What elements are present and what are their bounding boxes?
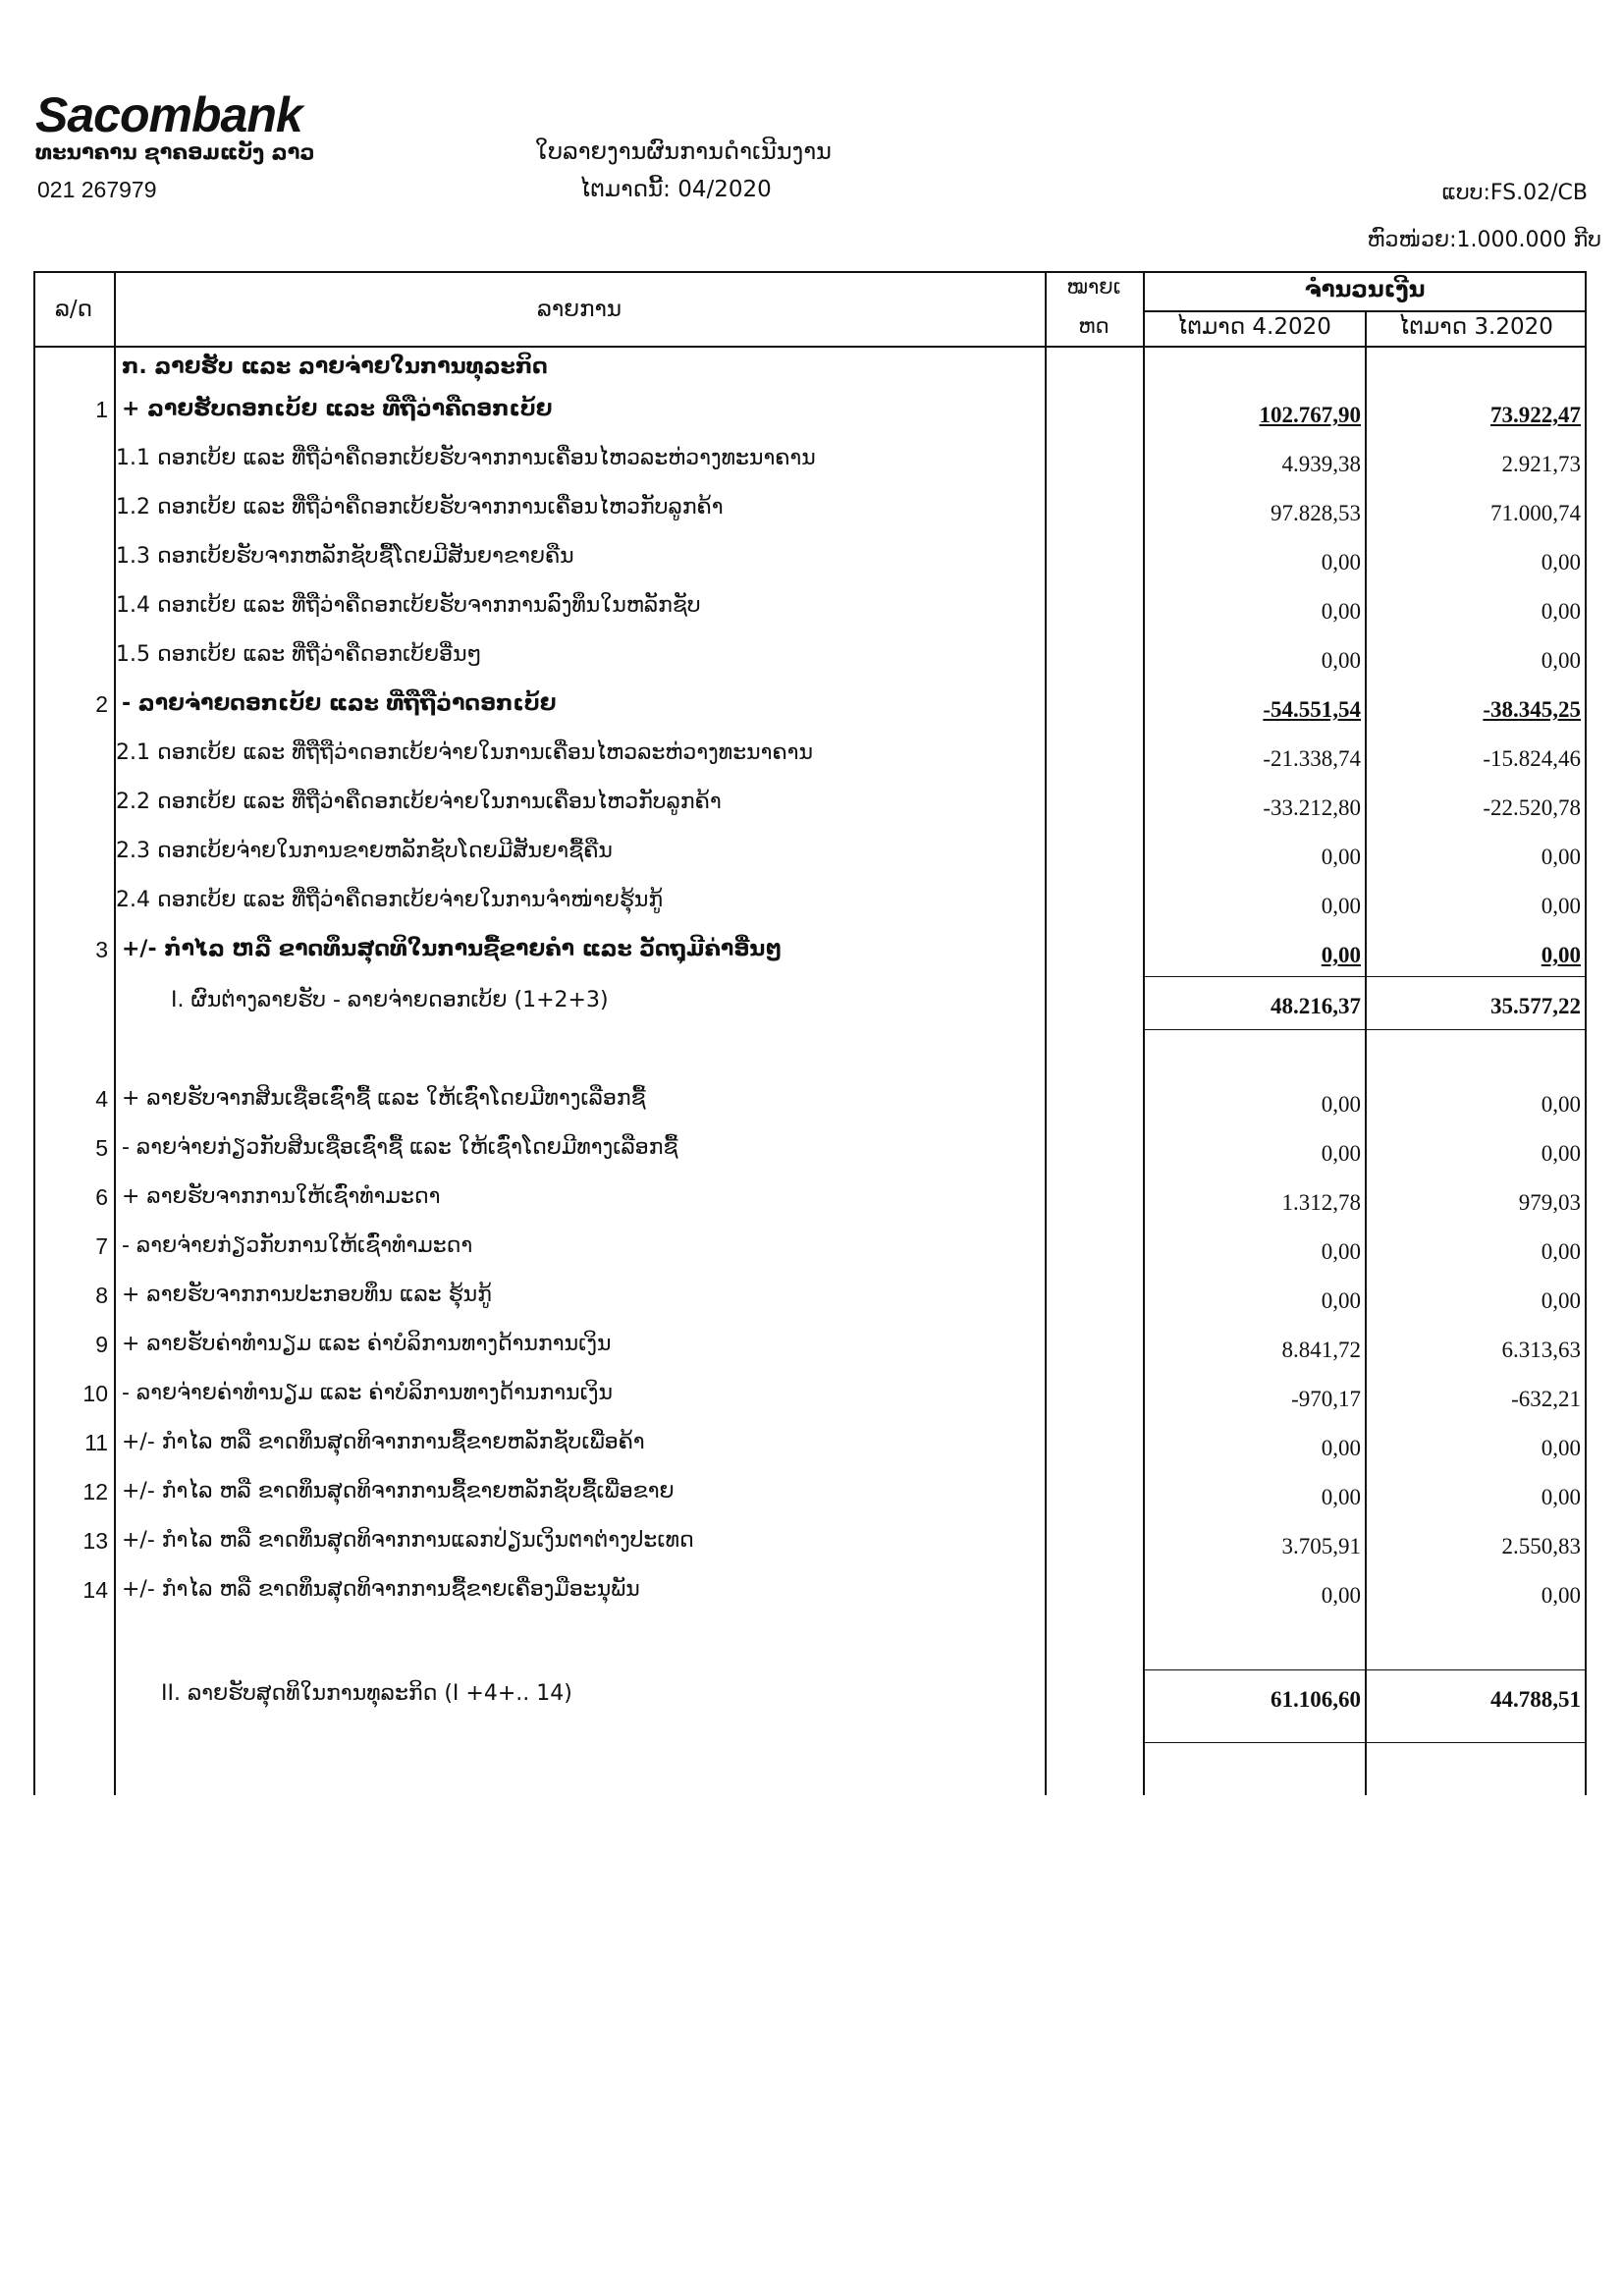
row-label: + ລາຍຮັບຈາກການໃຫ້ເຊົ່າທຳມະດາ [122, 1184, 441, 1209]
currency-unit: ຫົວໜ່ວຍ:1.000.000 ກີບ [1367, 228, 1601, 252]
subtotal-row-1 [33, 976, 1587, 1025]
row-number: 2 [95, 691, 108, 717]
row-label: 2.1 ດອກເບ້ຍ ແລະ ທີ່ຖືຖືວ່າດອກເບ້ຍຈ່າຍໃນການເຄື່ອນໄຫວລະຫ່ວາງທະນາຄານ [116, 740, 813, 765]
table-row [33, 1271, 1587, 1320]
table-row [33, 1516, 1587, 1565]
row-value-q3: -15.824,46 [1483, 746, 1581, 771]
table-row [33, 385, 1587, 434]
row-value-q4: -54.551,54 [1263, 697, 1361, 722]
table-row [33, 876, 1587, 925]
row-value-q4: 0,00 [1321, 550, 1361, 574]
row-label: +/- ກຳໄລ ຫລື ຂາດທຶນສຸດທິໃນການຊື້ຂາຍຄຳ ແລະ ວັດຖຸມີຄ່າອື່ນໆ [122, 937, 783, 961]
row-label: + ລາຍຮັບດອກເບ້ຍ ແລະ ທີ່ຖືວ່າຄືດອກເບ້ຍ [122, 397, 553, 421]
col-header-note-2: ຫດ [1078, 314, 1109, 338]
row-number: 1 [95, 397, 108, 422]
row-value-q4: 1.312,78 [1281, 1190, 1361, 1215]
col-header-item: ລາຍການ [536, 297, 622, 322]
row-number: 7 [95, 1233, 108, 1259]
row-label: +/- ກຳໄລ ຫລື ຂາດທຶນສຸດທິຈາກການຊື້ຂາຍເຄື່ອງມືອະນຸພັນ [122, 1577, 640, 1602]
row-value-q3: 2.921,73 [1501, 452, 1581, 476]
row-number: 10 [82, 1381, 108, 1406]
row-label: - ລາຍຈ່າຍກ່ຽວກັບສິນເຊື່ອເຊົ່າຊື້ ແລະ ໃຫ້ເຊົ່າໂດຍມີທາງເລືອກຊື້ [122, 1135, 678, 1160]
row-value-q4: 0,00 [1321, 845, 1361, 869]
row-label: +/- ກຳໄລ ຫລື ຂາດທຶນສຸດທິຈາກການແລກປ່ຽນເງິນຕາຕ່າງປະເທດ [122, 1528, 694, 1553]
row-label: + ລາຍຮັບຄ່າທຳນຽມ ແລະ ຄ່າບໍລິການທາງດ້ານການເງິນ [122, 1332, 612, 1356]
row-value-q4: 0,00 [1321, 943, 1361, 967]
row-value-q3: 0,00 [1541, 550, 1581, 574]
row-value-q3: 0,00 [1541, 1288, 1581, 1313]
table-row [33, 1222, 1587, 1271]
row-value-q3: 2.550,83 [1501, 1534, 1581, 1558]
report-period: ໄຕມາດນີ້: 04/2020 [579, 177, 772, 202]
table-row [33, 778, 1587, 827]
row-label: 1.1 ດອກເບ້ຍ ແລະ ທີ່ຖືວ່າຄືດອກເບ້ຍຮັບຈາກການເຄື່ອນໄຫວລະຫ່ວາງທະນາຄານ [116, 446, 816, 470]
bank-phone: 021 267979 [37, 177, 157, 202]
row-label: II. ລາຍຮັບສຸດທິໃນການທຸລະກິດ (I +4+.. 14) [161, 1681, 572, 1706]
col-header-q4: ໄຕມາດ 4.2020 [1176, 314, 1331, 340]
table-row [33, 729, 1587, 778]
row-value-q3: 71.000,74 [1490, 501, 1581, 525]
row-value-q3: 0,00 [1541, 599, 1581, 624]
row-value-q4: 0,00 [1321, 648, 1361, 673]
row-value-q4: 8.841,72 [1281, 1338, 1361, 1362]
row-number: 14 [82, 1577, 108, 1603]
row-label: +/- ກຳໄລ ຫລື ຂາດທຶນສຸດທິຈາກການຊື້ຂາຍຫລັກຊັບຊື້ເພື່ອຂາຍ [122, 1479, 675, 1503]
table-row [33, 680, 1587, 729]
row-label: 1.3 ດອກເບ້ຍຮັບຈາກຫລັກຊັບຊື້ໂດຍມີສັນຍາຂາຍຄືນ [116, 544, 574, 569]
row-label: - ລາຍຈ່າຍດອກເບ້ຍ ແລະ ທີ່ຖືຖືວ່າດອກເບ້ຍ [122, 691, 557, 716]
table-row [33, 1123, 1587, 1173]
table-row [33, 532, 1587, 581]
income-statement-table [33, 271, 1587, 1795]
section-a-row [33, 350, 1587, 385]
row-value-q3: 44.788,51 [1490, 1687, 1581, 1712]
row-label: + ລາຍຮັບຈາກການປະກອບທຶນ ແລະ ຮຸ້ນກູ້ [122, 1283, 492, 1307]
row-value-q4: 102.767,90 [1259, 403, 1361, 427]
row-label: 1.4 ດອກເບ້ຍ ແລະ ທີ່ຖືວ່າຄືດອກເບ້ຍຮັບຈາກການລົງທຶນໃນຫລັກຊັບ [116, 593, 701, 618]
row-value-q3: 73.922,47 [1490, 403, 1581, 427]
row-label: - ລາຍຈ່າຍຄ່າທຳນຽມ ແລະ ຄ່າບໍລິການທາງດ້ານການເງິນ [122, 1381, 613, 1405]
row-value-q3: 0,00 [1541, 943, 1581, 967]
col-header-amount: ຈຳນວນເງີນ [1304, 277, 1426, 302]
row-number: 9 [95, 1332, 108, 1357]
table-row [33, 1467, 1587, 1516]
row-value-q4: 0,00 [1321, 599, 1361, 624]
table-row [33, 434, 1587, 483]
row-value-q4: 3.705,91 [1281, 1534, 1361, 1558]
row-number: 11 [84, 1430, 108, 1455]
row-value-q4: 0,00 [1321, 1485, 1361, 1509]
row-value-q4: -21.338,74 [1263, 746, 1361, 771]
row-value-q4: 4.939,38 [1281, 452, 1361, 476]
table-row [33, 630, 1587, 680]
row-value-q4: 0,00 [1321, 1583, 1361, 1608]
header-bottom-border [33, 346, 1587, 348]
row-value-q4: -970,17 [1291, 1387, 1361, 1411]
row-value-q3: 0,00 [1541, 1485, 1581, 1509]
row-value-q3: 0,00 [1541, 894, 1581, 918]
table-row [33, 1565, 1587, 1614]
row-value-q3: -38.345,25 [1483, 697, 1581, 722]
row-value-q4: 0,00 [1321, 1092, 1361, 1117]
subtotal-bottom-rule [1143, 1029, 1587, 1030]
table-row [33, 1369, 1587, 1418]
row-number: 13 [82, 1528, 108, 1554]
bank-subtitle: ທະນາຄານ ຊາຄອມແບັງ ລາວ [35, 140, 315, 164]
section-a-label: ກ. ລາຍຮັບ ແລະ ລາຍຈ່າຍໃນການທຸລະກິດ [122, 355, 548, 379]
table-top-border [33, 271, 1587, 273]
row-number: 3 [95, 937, 108, 962]
form-code: ແບບ:FS.02/CB [1441, 181, 1588, 205]
row-value-q3: 0,00 [1541, 845, 1581, 869]
row-value-q4: 0,00 [1321, 1436, 1361, 1460]
row-value-q4: 0,00 [1321, 1239, 1361, 1264]
row-value-q3: 0,00 [1541, 1436, 1581, 1460]
row-value-q4: 0,00 [1321, 894, 1361, 918]
col-header-no: ລ/ດ [54, 297, 93, 322]
row-label: 2.3 ດອກເບ້ຍຈ່າຍໃນການຂາຍຫລັກຊັບໂດຍມີສັນຍາຊື້ຄືນ [116, 839, 613, 863]
report-title: ໃບລາຍງານຜົນການດຳເນີນງານ [535, 137, 832, 165]
row-label: 2.2 ດອກເບ້ຍ ແລະ ທີ່ຖືວ່າຄືດອກເບ້ຍຈ່າຍໃນການເຄື່ອນໄຫວກັບລູກຄ້າ [116, 790, 722, 814]
table-row [33, 827, 1587, 876]
table-row [33, 925, 1587, 974]
row-value-q3: 0,00 [1541, 1239, 1581, 1264]
table-row [33, 1418, 1587, 1467]
bank-logo [35, 87, 315, 165]
table-row [33, 1074, 1587, 1123]
table-row [33, 1320, 1587, 1369]
row-value-q3: 0,00 [1541, 1092, 1581, 1117]
col-header-note-1: ໝາຍເ [1066, 275, 1121, 299]
row-label: + ລາຍຮັບຈາກສິນເຊື່ອເຊົ່າຊື້ ແລະ ໃຫ້ເຊົ່າໂດຍມີທາງເລືອກຊື້ [122, 1086, 646, 1111]
row-number: 5 [95, 1135, 108, 1161]
row-value-q3: 6.313,63 [1501, 1338, 1581, 1362]
row-number: 8 [95, 1283, 108, 1308]
col-header-q3: ໄຕມາດ 3.2020 [1398, 314, 1553, 340]
row-value-q4: 48.216,37 [1271, 994, 1361, 1018]
row-value-q4: 97.828,53 [1271, 501, 1361, 525]
table-row [33, 1173, 1587, 1222]
row-value-q3: -632,21 [1511, 1387, 1581, 1411]
row-label: I. ຜົນຕ່າງລາຍຮັບ - ລາຍຈ່າຍດອກເບ້ຍ (1+2+3) [171, 988, 609, 1012]
row-value-q3: 0,00 [1541, 1583, 1581, 1608]
row-label: 1.5 ດອກເບ້ຍ ແລະ ທີ່ຖືວ່າຄືດອກເບ້ຍອື່ນໆ [116, 642, 482, 667]
row-label: - ລາຍຈ່າຍກ່ຽວກັບການໃຫ້ເຊົ່າທຳມະດາ [122, 1233, 473, 1258]
row-number: 12 [82, 1479, 108, 1504]
total-row-2 [33, 1669, 1587, 1719]
row-value-q4: 0,00 [1321, 1288, 1361, 1313]
row-label: 2.4 ດອກເບ້ຍ ແລະ ທີ່ຖືວ່າຄືດອກເບ້ຍຈ່າຍໃນການຈຳໜ່າຍຮຸ້ນກູ້ [116, 888, 664, 912]
row-number: 6 [95, 1184, 108, 1210]
total-bottom-rule [1143, 1742, 1587, 1743]
row-value-q4: 0,00 [1321, 1141, 1361, 1166]
row-value-q3: 35.577,22 [1490, 994, 1581, 1018]
row-label: 1.2 ດອກເບ້ຍ ແລະ ທີ່ຖືວ່າຄືດອກເບ້ຍຮັບຈາກການເຄື່ອນໄຫວກັບລູກຄ້າ [116, 495, 724, 519]
row-value-q3: -22.520,78 [1483, 795, 1581, 820]
row-value-q3: 979,03 [1518, 1190, 1581, 1215]
row-value-q4: 61.106,60 [1271, 1687, 1361, 1712]
row-value-q3: 0,00 [1541, 648, 1581, 673]
bank-name: Sacombank [35, 87, 302, 142]
row-number: 4 [95, 1086, 108, 1112]
row-label: +/- ກຳໄລ ຫລື ຂາດທຶນສຸດທິຈາກການຊື້ຂາຍຫລັກຊັບເພື່ອຄ້າ [122, 1430, 645, 1454]
table-row [33, 581, 1587, 630]
table-row [33, 483, 1587, 532]
row-value-q4: -33.212,80 [1263, 795, 1361, 820]
row-value-q3: 0,00 [1541, 1141, 1581, 1166]
